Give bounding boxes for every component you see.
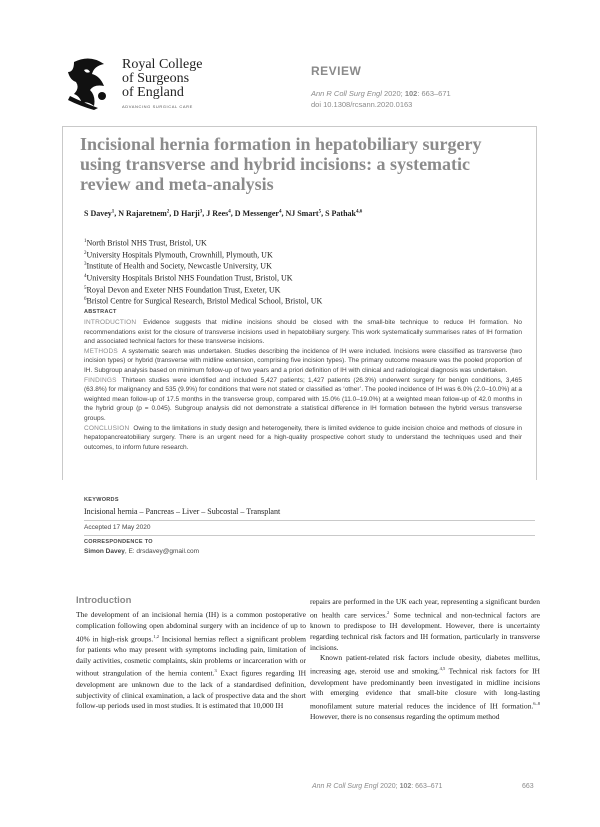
divider — [84, 535, 535, 536]
abstract-section — [84, 318, 522, 347]
abstract-section — [84, 424, 522, 453]
correspondence-email[interactable]: , E: drsdavey@gmail.com — [124, 548, 199, 555]
author: N Rajaretnem$^2$ — [118, 209, 170, 218]
abstract-section-text: Thirteen studies were identified and included 5,427 patients; 1,427 patients (26.3%) underwent surgery for benign conditions, 3,465 (63.8%) for malignancy and 535 (9.9%) for conditions that were not stated or classified as ‘other’. The pooled incidence of IH was 6.0% (2.0–10.0%) at a weighted mean follow-up of 17.5 months in the transverse group, compared with 15.0% (11.0–19.0%) at a weighted mean follow-up of 42.0 months in the hybrid group (p = 0.045). Subgroup analysis did not demonstrate a statistical difference in IH formation between the hybrid versus transverse groups. — [84, 376, 522, 422]
org-line-3: of England — [122, 85, 184, 100]
abstract-section-text: A systematic search was undertaken. Studies describing the incidence of IH were included. Incisions were classified as transverse (two incision types) or hybrid (transverse with midline extension, comprising five incision types). The primary outcome measure was the pooled proportion of IH. Subgroup analysis based on minimum follow-up of two years and a priori definition of IH with clinical and radiological diagnosis was undertaken. — [84, 347, 522, 374]
abstract-section — [84, 376, 522, 424]
body-column-left — [76, 610, 306, 712]
paragraph: repairs are performed in the UK each year, representing a significant burden on health care services.$^2$ Some technical and non-technical factors are known to predispose to IH development. However, there is uncertainty regarding technical risk factors and IH formation, particularly in transverse incisions. — [310, 597, 540, 652]
affiliation: $^4$University Hospitals Bristol NHS Foundation Trust, Bristol, UK — [84, 273, 293, 283]
affiliation: $^1$North Bristol NHS Trust, Bristol, UK — [84, 238, 207, 248]
body-column-right — [310, 597, 540, 723]
college-crest-logo — [64, 56, 116, 112]
page-number: 663 — [522, 783, 534, 790]
organization-name — [122, 58, 203, 100]
paragraph: Known patient-related risk factors include obesity, diabetes mellitus, increasing age, steroid use and smoking.$^{4,5}$ Technical risk factors for IH development have predominantly been investigated in midline incisions with emerging evidence that small-bite closure with long-lasting monofilament suture material reduces the incidence of IH formation.$^{6-8}$ However, there is no consensus regarding the optimum method — [310, 653, 540, 722]
abstract-section-label: INTRODUCTION — [84, 319, 137, 326]
abstract-section — [84, 347, 522, 376]
affiliation-list — [84, 237, 322, 307]
author: NJ Smart$^5$ — [285, 209, 322, 218]
correspondence-name: Simon Davey — [84, 548, 125, 555]
introduction-heading: Introduction — [76, 595, 132, 606]
abstract-heading: ABSTRACT — [84, 309, 117, 315]
abstract-section-label: METHODS — [84, 347, 118, 355]
footer-citation: Ann R Coll Surg Engl 2020; 102: 663–671 — [312, 783, 443, 790]
abstract-section-label: CONCLUSION — [84, 424, 130, 432]
doi-link[interactable]: doi 10.1308/rcsann.2020.0163 — [311, 100, 413, 109]
abstract-section-label: FINDINGS — [84, 376, 117, 384]
abstract-section-text: Evidence suggests that midline incisions should be closed with the small-bite technique to reduce IH formation. No recommendations exist for the closure of transverse incisions used in hepatobiliary surgery. This work systematically summarises rates of IH formation and associated technical factors for these transverse incisions. — [84, 319, 522, 346]
abstract-section-text: Owing to the limitations in study design and heterogeneity, there is limited evidence to guide incision choice and methods of closure in hepatopancreatobiliary surgery. There is an urgent need for a high-quality prospective cohort study to understand the techniques used and their outcomes, to inform future research. — [84, 424, 522, 451]
org-line-2: of Surgeons — [122, 71, 190, 86]
affiliation: $^5$Royal Devon and Exeter NHS Foundation Trust, Exeter, UK — [84, 285, 281, 295]
author-list: S Davey$^1$, N Rajaretnem$^2$, D Harji$^3$, J Rees$^4$, D Messenger$^4$, NJ Smart$^5$, S Pathak$^{4,6}$ — [84, 209, 363, 218]
affiliation: $^6$Bristol Centre for Surgical Research, Bristol Medical School, Bristol, UK — [84, 296, 323, 306]
author: D Harji$^3$ — [173, 209, 203, 218]
abstract-body — [84, 318, 522, 452]
correspondence-heading: CORRESPONDENCE TO — [84, 539, 153, 545]
author: S Pathak$^{4,6}$ — [325, 209, 363, 218]
citation — [311, 88, 451, 110]
crest-icon — [64, 56, 116, 112]
article-title: Incisional hernia formation in hepatobiliary surgery using transverse and hybrid incisions: a systematic review and meta-analysis — [80, 134, 482, 194]
affiliation: $^3$Institute of Health and Society, Newcastle University, UK — [84, 261, 272, 271]
divider — [84, 520, 535, 521]
author: J Rees$^4$ — [206, 209, 231, 218]
author: D Messenger$^4$ — [234, 209, 282, 218]
accepted-date: Accepted 17 May 2020 — [84, 524, 151, 531]
correspondence — [84, 548, 199, 555]
keywords-heading: KEYWORDS — [84, 497, 119, 503]
keywords-list: Incisional hernia – Pancreas – Liver – Subcostal – Transplant — [84, 507, 281, 516]
section-label: REVIEW — [311, 64, 362, 78]
citation-volume: 102 — [404, 89, 418, 98]
author: S Davey$^1$ — [84, 209, 115, 218]
affiliation: $^2$University Hospitals Plymouth, Crownhill, Plymouth, UK — [84, 250, 273, 260]
paragraph: The development of an incisional hernia (IH) is a common postoperative complication following open abdominal surgery with an incidence of up to 40% in high-risk groups.$^{1,2}$ Incisional hernias reflect a significant problem for patients who may present with symptoms including pain, limitation of daily activities, cosmetic complaints, skin problems or incarceration with or without strangulation of the hernia content.$^3$ Exact figures regarding IH development are unknown due to the lack of a standardised definition, subjectivity of clinical examination, a lack of prospective data and the short follow-up periods used in most studies. It is estimated that 10,000 IH — [76, 610, 306, 711]
org-tagline: ADVANCING SURGICAL CARE — [122, 104, 193, 109]
citation-year: 2020; — [381, 89, 405, 98]
citation-pages: : 663–671 — [417, 89, 451, 98]
org-line-1: Royal College — [122, 57, 203, 72]
citation-journal: Ann R Coll Surg Engl — [311, 89, 382, 98]
